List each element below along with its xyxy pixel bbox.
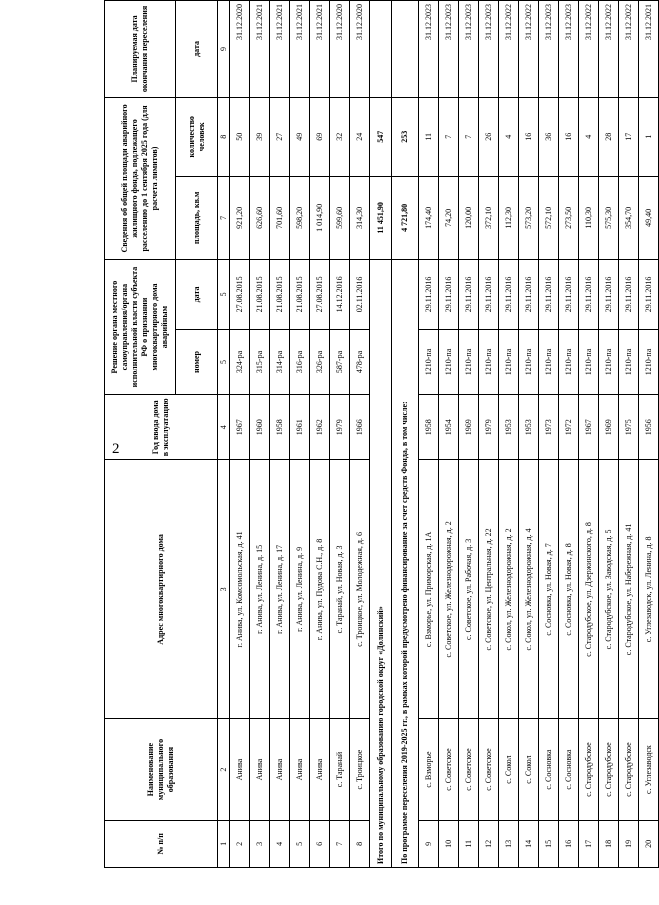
row-year: 1962 — [310, 395, 330, 460]
row-decision-number: 1210-па — [639, 329, 659, 394]
row-number: 5 — [290, 820, 310, 867]
row-address: г. Анива, ул. Ленина, д. 15 — [250, 460, 270, 719]
group2-rows — [419, 1, 659, 868]
row-address: с. Сокол, ул. Железнодорожная, д. 2 — [499, 460, 519, 719]
row-people: 26 — [479, 97, 499, 176]
row-number: 7 — [330, 820, 350, 867]
header-decision-number: номер — [176, 329, 218, 394]
row-decision-number: 326-ра — [310, 329, 330, 394]
row-decision-date: 21.08.2015 — [270, 260, 290, 330]
header-address: Адрес многоквартирного дома — [105, 460, 218, 719]
row-year: 1954 — [439, 395, 459, 460]
row-number: 15 — [539, 820, 559, 867]
row-decision-number: 315-ра — [250, 329, 270, 394]
row-municipality: с. Стародубское — [599, 719, 619, 820]
row-year: 1961 — [290, 395, 310, 460]
row-planned-date: 31.12.2022 — [599, 1, 619, 98]
row-municipality: с. Советское — [479, 719, 499, 820]
row-planned-date: 31.12.2021 — [290, 1, 310, 98]
row-year: 1956 — [639, 395, 659, 460]
row-people: 50 — [230, 97, 250, 176]
row-area: 1 014,90 — [310, 176, 330, 259]
row-municipality: с. Таранай — [330, 719, 350, 820]
row-people: 11 — [419, 97, 439, 176]
header-area-info: Сведения об общей площади аварийного жилищного фонда, подлежащего расселению до 1 сентября 2025 года (для расчета лимитов) — [105, 97, 176, 259]
row-municipality: Анива — [270, 719, 290, 820]
row-planned-date: 31.12.2023 — [559, 1, 579, 98]
row-number: 2 — [230, 820, 250, 867]
row-decision-number: 1210-па — [419, 329, 439, 394]
col-number: 5 — [218, 260, 230, 330]
row-year: 1969 — [599, 395, 619, 460]
table-row — [439, 1, 459, 868]
row-decision-number: 1210-па — [439, 329, 459, 394]
row-address: с. Сосновка, ул. Новая, д. 8 — [559, 460, 579, 719]
section-people: 253 — [392, 97, 419, 176]
table-row — [619, 1, 639, 868]
table-row — [310, 1, 330, 868]
row-area: 598,20 — [290, 176, 310, 259]
table-row — [499, 1, 519, 868]
row-address: с. Сокол, ул. Железнодорожная, д. 4 — [519, 460, 539, 719]
row-area: 49,40 — [639, 176, 659, 259]
row-people: 36 — [539, 97, 559, 176]
row-municipality: с. Сосновка — [539, 719, 559, 820]
row-planned-date: 31.12.2020 — [350, 1, 370, 98]
row-address: с. Стародубское, ул. Дзержинского, д. 8 — [579, 460, 599, 719]
row-year: 1973 — [539, 395, 559, 460]
total-area: 11 451,90 — [370, 176, 392, 259]
row-address: с. Таранай, ул. Новая, д. 3 — [330, 460, 350, 719]
table-row — [579, 1, 599, 868]
table-row — [599, 1, 619, 868]
table-row — [330, 1, 350, 868]
row-decision-number: 1210-па — [539, 329, 559, 394]
row-municipality: с. Сокол — [519, 719, 539, 820]
table-row — [270, 1, 290, 868]
row-decision-date: 29.11.2016 — [539, 260, 559, 330]
row-municipality: Анива — [230, 719, 250, 820]
table-row — [290, 1, 310, 868]
row-area: 372,10 — [479, 176, 499, 259]
row-year: 1953 — [519, 395, 539, 460]
row-decision-date: 21.08.2015 — [250, 260, 270, 330]
row-people: 4 — [579, 97, 599, 176]
row-address: с. Советское, ул. Центральная, д. 22 — [479, 460, 499, 719]
row-area: 110,30 — [579, 176, 599, 259]
row-address: с. Углезаводск, ул. Ленина, д. 8 — [639, 460, 659, 719]
row-year: 1979 — [330, 395, 350, 460]
col-number: 5 — [218, 329, 230, 394]
row-municipality: с. Стародубское — [619, 719, 639, 820]
section-row — [392, 1, 419, 868]
row-decision-date: 29.11.2016 — [599, 260, 619, 330]
row-year: 1966 — [350, 395, 370, 460]
row-number: 20 — [639, 820, 659, 867]
section-empty — [392, 1, 419, 98]
row-number: 9 — [419, 820, 439, 867]
row-number: 18 — [599, 820, 619, 867]
row-address: с. Советское, ул. Рабочая, д. 3 — [459, 460, 479, 719]
header-decision-date: дата — [176, 260, 218, 330]
row-municipality: с. Стародубское — [579, 719, 599, 820]
row-decision-number: 587-ра — [330, 329, 350, 394]
row-area: 314,30 — [350, 176, 370, 259]
row-area: 112,30 — [499, 176, 519, 259]
row-number: 19 — [619, 820, 639, 867]
row-decision-date: 29.11.2016 — [619, 260, 639, 330]
header-municipality: Наименование муниципального образования — [105, 719, 218, 820]
row-decision-date: 29.11.2016 — [559, 260, 579, 330]
row-number: 10 — [439, 820, 459, 867]
row-year: 1979 — [479, 395, 499, 460]
row-decision-number: 1210-па — [579, 329, 599, 394]
row-decision-number: 1210-па — [599, 329, 619, 394]
row-municipality: с. Взморье — [419, 719, 439, 820]
table-row — [479, 1, 499, 868]
header-people: количество человек — [176, 97, 218, 176]
total-people: 547 — [370, 97, 392, 176]
col-number: 2 — [218, 719, 230, 820]
row-address: г. Анива, ул. Комсомольская, д. 41 — [230, 460, 250, 719]
row-year: 1953 — [499, 395, 519, 460]
row-planned-date: 31.12.2023 — [439, 1, 459, 98]
total-empty — [370, 1, 392, 98]
row-decision-number: 1210-па — [519, 329, 539, 394]
row-municipality: с. Советское — [459, 719, 479, 820]
row-area: 921,20 — [230, 176, 250, 259]
row-decision-number: 1210-па — [619, 329, 639, 394]
row-planned-date: 31.12.2020 — [230, 1, 250, 98]
row-decision-date: 27.08.2015 — [230, 260, 250, 330]
rotated-table-container — [104, 0, 653, 868]
table-row — [230, 1, 250, 868]
row-number: 4 — [270, 820, 290, 867]
row-address: г. Анива, ул. Ленина, д. 17 — [270, 460, 290, 719]
header-date: дата — [176, 1, 218, 98]
row-people: 24 — [350, 97, 370, 176]
row-area: 354,70 — [619, 176, 639, 259]
row-area: 575,30 — [599, 176, 619, 259]
row-area: 626,60 — [250, 176, 270, 259]
row-decision-number: 1210-па — [479, 329, 499, 394]
row-municipality: с. Троицкое — [350, 719, 370, 820]
row-people: 4 — [499, 97, 519, 176]
row-people: 69 — [310, 97, 330, 176]
row-address: с. Взморье, ул. Приморская, д. 1А — [419, 460, 439, 719]
row-people: 32 — [330, 97, 350, 176]
row-year: 1967 — [230, 395, 250, 460]
row-decision-date: 02.11.2016 — [350, 260, 370, 330]
row-municipality: с. Советское — [439, 719, 459, 820]
table-row — [250, 1, 270, 868]
row-year: 1975 — [619, 395, 639, 460]
row-address: с. Троицкое, ул. Молодежная, д. 6 — [350, 460, 370, 719]
header-area: площадь, кв.м — [176, 176, 218, 259]
row-planned-date: 31.12.2021 — [270, 1, 290, 98]
row-decision-date: 29.11.2016 — [639, 260, 659, 330]
row-people: 49 — [290, 97, 310, 176]
row-address: с. Стародубское, ул. Набережная, д. 41 — [619, 460, 639, 719]
table-row — [459, 1, 479, 868]
row-year: 1958 — [270, 395, 290, 460]
row-municipality: с. Углезаводск — [639, 719, 659, 820]
row-decision-date: 29.11.2016 — [439, 260, 459, 330]
row-number: 12 — [479, 820, 499, 867]
row-number: 3 — [250, 820, 270, 867]
row-decision-date: 14.12.2016 — [330, 260, 350, 330]
row-area: 573,20 — [519, 176, 539, 259]
column-number-row — [218, 1, 230, 868]
row-area: 174,40 — [419, 176, 439, 259]
row-decision-date: 29.11.2016 — [459, 260, 479, 330]
row-people: 1 — [639, 97, 659, 176]
row-area: 599,60 — [330, 176, 350, 259]
col-number: 7 — [218, 176, 230, 259]
row-decision-date: 29.11.2016 — [519, 260, 539, 330]
row-number: 11 — [459, 820, 479, 867]
row-planned-date: 31.12.2023 — [459, 1, 479, 98]
table-row — [539, 1, 559, 868]
row-address: с. Сосновка, ул. Новая, д. 7 — [539, 460, 559, 719]
header-planned-date: Планируемая дата окончания переселения — [105, 1, 176, 98]
table-row — [639, 1, 659, 868]
row-address: г. Анива, ул. Пудова С.Н., д. 8 — [310, 460, 330, 719]
section-label: По программе переселения 2019-2025 гг., в рамках которой предусмотрено финансирование за счет средств Фонда, в том числе: — [392, 260, 419, 868]
row-planned-date: 31.12.2022 — [619, 1, 639, 98]
row-decision-number: 314-ра — [270, 329, 290, 394]
row-decision-number: 1210-па — [459, 329, 479, 394]
row-planned-date: 31.12.2021 — [639, 1, 659, 98]
row-address: с. Советское, ул. Железнодорожная, д. 2 — [439, 460, 459, 719]
table-header-row — [105, 1, 176, 868]
row-municipality: Анива — [290, 719, 310, 820]
row-decision-number: 1210-па — [559, 329, 579, 394]
row-decision-date: 29.11.2016 — [479, 260, 499, 330]
row-address: г. Анива, ул. Ленина, д. 9 — [290, 460, 310, 719]
row-people: 7 — [459, 97, 479, 176]
row-planned-date: 31.12.2021 — [250, 1, 270, 98]
col-number: 1 — [218, 820, 230, 867]
row-year: 1960 — [250, 395, 270, 460]
table-row — [419, 1, 439, 868]
row-number: 13 — [499, 820, 519, 867]
table-row — [350, 1, 370, 868]
row-planned-date: 31.12.2021 — [310, 1, 330, 98]
row-municipality: с. Сосновка — [559, 719, 579, 820]
total-section — [370, 1, 419, 868]
row-decision-date: 29.11.2016 — [499, 260, 519, 330]
row-year: 1958 — [419, 395, 439, 460]
row-area: 120,00 — [459, 176, 479, 259]
row-people: 27 — [270, 97, 290, 176]
row-municipality: Анива — [250, 719, 270, 820]
row-decision-date: 27.08.2015 — [310, 260, 330, 330]
row-municipality: Анива — [310, 719, 330, 820]
group1-rows — [230, 1, 370, 868]
row-planned-date: 31.12.2022 — [519, 1, 539, 98]
row-decision-date: 21.08.2015 — [290, 260, 310, 330]
row-planned-date: 31.12.2020 — [330, 1, 350, 98]
table-row — [519, 1, 539, 868]
row-people: 16 — [559, 97, 579, 176]
row-address: с. Стародубское, ул. Заводская, д. 5 — [599, 460, 619, 719]
row-year: 1967 — [579, 395, 599, 460]
table-row — [559, 1, 579, 868]
row-people: 16 — [519, 97, 539, 176]
total-row — [370, 1, 392, 868]
row-number: 14 — [519, 820, 539, 867]
row-planned-date: 31.12.2023 — [419, 1, 439, 98]
row-area: 273,50 — [559, 176, 579, 259]
row-area: 701,60 — [270, 176, 290, 259]
header-year: Год ввода дома в эксплуатацию — [105, 395, 218, 460]
col-number: 8 — [218, 97, 230, 176]
row-number: 16 — [559, 820, 579, 867]
row-people: 39 — [250, 97, 270, 176]
row-number: 8 — [350, 820, 370, 867]
row-decision-date: 29.11.2016 — [419, 260, 439, 330]
row-area: 572,10 — [539, 176, 559, 259]
row-planned-date: 31.12.2022 — [579, 1, 599, 98]
row-year: 1969 — [459, 395, 479, 460]
row-decision-number: 1210-па — [499, 329, 519, 394]
header-num: № п/п — [105, 820, 218, 867]
row-decision-number: 324-ра — [230, 329, 250, 394]
row-people: 7 — [439, 97, 459, 176]
total-label: Итого по муниципальному образованию городской округ «Долинский» — [370, 260, 392, 868]
row-decision-date: 29.11.2016 — [579, 260, 599, 330]
row-planned-date: 31.12.2023 — [539, 1, 559, 98]
row-decision-number: 478-ра — [350, 329, 370, 394]
row-number: 17 — [579, 820, 599, 867]
row-planned-date: 31.12.2023 — [479, 1, 499, 98]
page-number: 2 — [112, 441, 120, 457]
housing-register-table — [104, 0, 659, 868]
row-decision-number: 316-ра — [290, 329, 310, 394]
row-year: 1972 — [559, 395, 579, 460]
row-number: 6 — [310, 820, 330, 867]
row-area: 74,20 — [439, 176, 459, 259]
col-number: 4 — [218, 395, 230, 460]
section-area: 4 721,80 — [392, 176, 419, 259]
row-people: 28 — [599, 97, 619, 176]
header-decision: Решение органа местного самоуправления/органа исполнительной власти субъекта РФ о признании многоквартирного дома аварийным — [105, 260, 176, 395]
row-planned-date: 31.12.2022 — [499, 1, 519, 98]
row-municipality: с. Сокол — [499, 719, 519, 820]
col-number: 9 — [218, 1, 230, 98]
row-people: 17 — [619, 97, 639, 176]
col-number: 3 — [218, 460, 230, 719]
